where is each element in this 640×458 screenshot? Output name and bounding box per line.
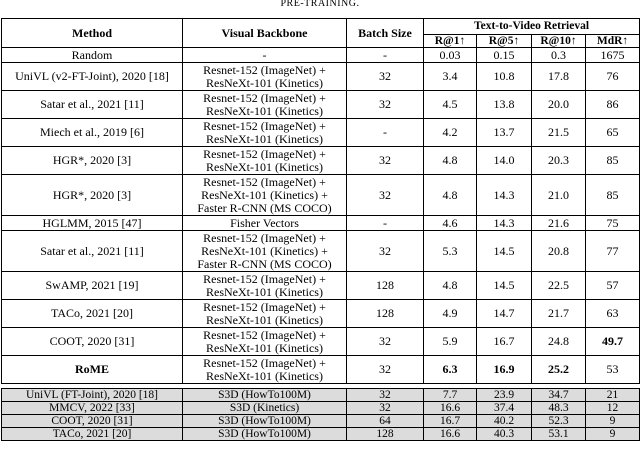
results-table: [1, 18, 640, 441]
table-caption: PRE-TRAINING.: [280, 0, 360, 9]
r5-cell: 10.8: [477, 63, 532, 91]
backbone-line: Resnet-152 (ImageNet) +: [203, 174, 326, 189]
header-mdr: MdR↑: [586, 35, 640, 48]
table-row: [2, 119, 640, 147]
visual-backbone-cell: [183, 356, 347, 384]
batch-size-cell: 32: [347, 231, 424, 272]
table-row: [2, 216, 640, 231]
mdr-cell: 76: [586, 63, 640, 91]
batch-size-cell: 64: [347, 415, 424, 428]
main-results: [2, 48, 640, 384]
backbone-line: ResNeXt-101 (Kinetics): [206, 103, 323, 118]
r10-cell: 21.7: [532, 300, 586, 328]
backbone-line: ResNeXt-101 (Kinetics) +: [201, 243, 328, 258]
method-cell: TACo, 2021 [20]: [2, 300, 183, 328]
visual-backbone-cell: [183, 231, 347, 272]
batch-size-cell: 128: [347, 300, 424, 328]
method-cell: HGLMM, 2015 [47]: [2, 216, 183, 231]
method-cell: UniVL (FT-Joint), 2020 [18]: [2, 389, 183, 402]
r5-cell: 16.9: [477, 356, 532, 384]
r5-cell: 37.4: [477, 402, 532, 415]
r1-cell: 7.7: [424, 389, 477, 402]
r1-cell: 4.8: [424, 175, 477, 216]
mdr-cell: 9: [586, 415, 640, 428]
backbone-line: ResNeXt-101 (Kinetics): [206, 312, 323, 327]
backbone-line: -: [262, 47, 267, 62]
r5-cell: 0.15: [477, 48, 532, 63]
r5-cell: 23.9: [477, 389, 532, 402]
r1-cell: 4.5: [424, 91, 477, 119]
batch-size-cell: 32: [347, 147, 424, 175]
method-cell: Satar et al., 2021 [11]: [2, 91, 183, 119]
table-row: [2, 63, 640, 91]
r5-cell: 40.2: [477, 415, 532, 428]
backbone-line: Resnet-152 (ImageNet) +: [203, 118, 326, 133]
r5-cell: 13.8: [477, 91, 532, 119]
table-header: [2, 19, 640, 48]
mdr-cell: 63: [586, 300, 640, 328]
header-method: Method: [2, 19, 183, 48]
table-row: [2, 48, 640, 63]
batch-size-cell: 32: [347, 328, 424, 356]
backbone-line: Resnet-152 (ImageNet) +: [203, 327, 326, 342]
mdr-cell: 85: [586, 175, 640, 216]
method-cell: HGR*, 2020 [3]: [2, 175, 183, 216]
mdr-cell: 1675: [586, 48, 640, 63]
r1-cell: 4.9: [424, 300, 477, 328]
r10-cell: 22.5: [532, 272, 586, 300]
table-row: [2, 356, 640, 384]
method-cell: TACo, 2021 [20]: [2, 428, 183, 441]
table-row: [2, 402, 640, 415]
r5-cell: 16.7: [477, 328, 532, 356]
batch-size-cell: -: [347, 119, 424, 147]
r10-cell: 0.3: [532, 48, 586, 63]
r1-cell: 16.7: [424, 415, 477, 428]
mdr-cell: 65: [586, 119, 640, 147]
r5-cell: 14.3: [477, 175, 532, 216]
mdr-cell: 49.7: [586, 328, 640, 356]
r1-cell: 16.6: [424, 402, 477, 415]
r10-cell: 53.1: [532, 428, 586, 441]
visual-backbone-cell: [183, 216, 347, 231]
r10-cell: 21.6: [532, 216, 586, 231]
visual-backbone-cell: [183, 147, 347, 175]
r1-cell: 16.6: [424, 428, 477, 441]
backbone-line: Resnet-152 (ImageNet) +: [203, 62, 326, 77]
visual-backbone-cell: [183, 48, 347, 63]
table-row: [2, 300, 640, 328]
backbone-line: Resnet-152 (ImageNet) +: [203, 271, 326, 286]
table-row: [2, 428, 640, 441]
mdr-cell: 85: [586, 147, 640, 175]
r1-cell: 5.9: [424, 328, 477, 356]
table-row: [2, 147, 640, 175]
table-row: [2, 328, 640, 356]
batch-size-cell: -: [347, 216, 424, 231]
method-cell: SwAMP, 2021 [19]: [2, 272, 183, 300]
method-cell: Random: [2, 48, 183, 63]
r5-cell: 13.7: [477, 119, 532, 147]
method-cell: Satar et al., 2021 [11]: [2, 231, 183, 272]
backbone-line: ResNeXt-101 (Kinetics): [206, 75, 323, 90]
r10-cell: 52.3: [532, 415, 586, 428]
table-row: [2, 415, 640, 428]
backbone-line: Resnet-152 (ImageNet) +: [203, 230, 326, 245]
header-visual-backbone: Visual Backbone: [183, 19, 347, 48]
r1-cell: 4.8: [424, 272, 477, 300]
r5-cell: 40.3: [477, 428, 532, 441]
mdr-cell: 86: [586, 91, 640, 119]
r5-cell: 14.7: [477, 300, 532, 328]
visual-backbone-cell: [183, 328, 347, 356]
mdr-cell: 9: [586, 428, 640, 441]
visual-backbone-cell: [183, 272, 347, 300]
visual-backbone-cell: [183, 63, 347, 91]
header-r1: R@1↑: [424, 35, 477, 48]
header-r5: R@5↑: [477, 35, 532, 48]
r1-cell: 5.3: [424, 231, 477, 272]
r10-cell: 34.7: [532, 389, 586, 402]
batch-size-cell: 32: [347, 356, 424, 384]
backbone-line: Resnet-152 (ImageNet) +: [203, 146, 326, 161]
table-row: [2, 231, 640, 272]
method-cell: HGR*, 2020 [3]: [2, 147, 183, 175]
table-row: [2, 389, 640, 402]
visual-backbone-cell: [183, 119, 347, 147]
visual-backbone-cell: [183, 91, 347, 119]
backbone-line: Resnet-152 (ImageNet) +: [203, 355, 326, 370]
r1-cell: 6.3: [424, 356, 477, 384]
r5-cell: 14.0: [477, 147, 532, 175]
r1-cell: 0.03: [424, 48, 477, 63]
method-cell: COOT, 2020 [31]: [2, 328, 183, 356]
visual-backbone-cell: [183, 300, 347, 328]
method-cell: RoME: [2, 356, 183, 384]
method-cell: MMCV, 2022 [33]: [2, 402, 183, 415]
r10-cell: 17.8: [532, 63, 586, 91]
mdr-cell: 53: [586, 356, 640, 384]
r10-cell: 21.5: [532, 119, 586, 147]
method-cell: COOT, 2020 [31]: [2, 415, 183, 428]
visual-backbone-cell: S3D (Kinetics): [183, 402, 347, 415]
r1-cell: 4.6: [424, 216, 477, 231]
backbone-line: Resnet-152 (ImageNet) +: [203, 299, 326, 314]
r5-cell: 14.5: [477, 231, 532, 272]
method-cell: Miech et al., 2019 [6]: [2, 119, 183, 147]
mdr-cell: 12: [586, 402, 640, 415]
r1-cell: 4.8: [424, 147, 477, 175]
table-row: [2, 272, 640, 300]
header-text-to-video-retrieval: Text-to-Video Retrieval: [424, 19, 640, 35]
batch-size-cell: 32: [347, 402, 424, 415]
visual-backbone-cell: S3D (HowTo100M): [183, 428, 347, 441]
table-row: [2, 175, 640, 216]
visual-backbone-cell: S3D (HowTo100M): [183, 389, 347, 402]
backbone-line: ResNeXt-101 (Kinetics): [206, 131, 323, 146]
backbone-line: Resnet-152 (ImageNet) +: [203, 90, 326, 105]
pretrained-results: [2, 389, 640, 441]
header-batch-size: Batch Size: [347, 19, 424, 48]
r1-cell: 4.2: [424, 119, 477, 147]
mdr-cell: 75: [586, 216, 640, 231]
mdr-cell: 21: [586, 389, 640, 402]
batch-size-cell: 128: [347, 272, 424, 300]
backbone-line: Faster R-CNN (MS COCO): [197, 200, 332, 215]
batch-size-cell: 32: [347, 63, 424, 91]
r10-cell: 20.0: [532, 91, 586, 119]
visual-backbone-cell: S3D (HowTo100M): [183, 415, 347, 428]
header-r10: R@10↑: [532, 35, 586, 48]
batch-size-cell: 32: [347, 175, 424, 216]
r10-cell: 48.3: [532, 402, 586, 415]
r10-cell: 20.8: [532, 231, 586, 272]
visual-backbone-cell: [183, 175, 347, 216]
r10-cell: 25.2: [532, 356, 586, 384]
mdr-cell: 57: [586, 272, 640, 300]
batch-size-cell: 32: [347, 91, 424, 119]
table-row: [2, 91, 640, 119]
r10-cell: 20.3: [532, 147, 586, 175]
backbone-line: ResNeXt-101 (Kinetics): [206, 368, 323, 383]
r5-cell: 14.5: [477, 272, 532, 300]
backbone-line: Fisher Vectors: [230, 215, 299, 230]
r5-cell: 14.3: [477, 216, 532, 231]
backbone-line: ResNeXt-101 (Kinetics) +: [201, 187, 328, 202]
method-cell: UniVL (v2-FT-Joint), 2020 [18]: [2, 63, 183, 91]
batch-size-cell: 32: [347, 389, 424, 402]
r1-cell: 3.4: [424, 63, 477, 91]
r10-cell: 21.0: [532, 175, 586, 216]
batch-size-cell: -: [347, 48, 424, 63]
backbone-line: ResNeXt-101 (Kinetics): [206, 284, 323, 299]
r10-cell: 24.8: [532, 328, 586, 356]
batch-size-cell: 128: [347, 428, 424, 441]
backbone-line: Faster R-CNN (MS COCO): [197, 256, 332, 271]
backbone-line: ResNeXt-101 (Kinetics): [206, 159, 323, 174]
backbone-line: ResNeXt-101 (Kinetics): [206, 340, 323, 355]
mdr-cell: 77: [586, 231, 640, 272]
